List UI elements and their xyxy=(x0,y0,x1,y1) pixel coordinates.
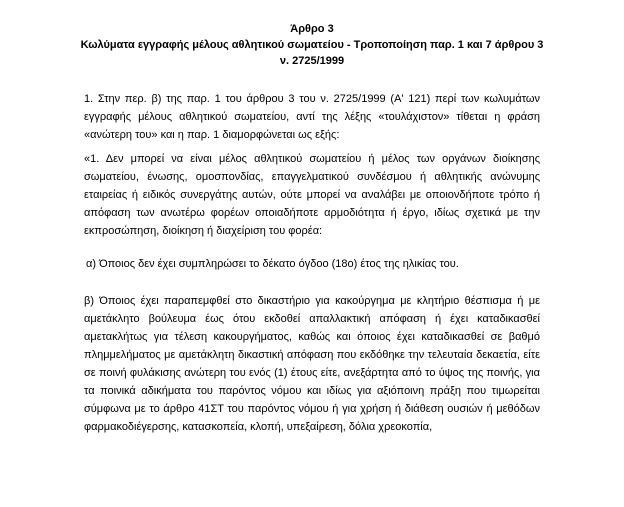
item-a: α) Όποιος δεν έχει συμπληρώσει το δέκατο όγδοο (18ο) έτος της ηλικίας του. xyxy=(86,258,459,270)
article-subtitle-line-2: ν. 2725/1999 xyxy=(279,55,345,67)
item-b: β) Όποιος έχει παραπεμφθεί στο δικαστήριο για κακούργημα με κλητήριο θέσπισμα ή με αμετάκλητο βούλευμα έως ότου εκδοθεί απαλλακτική απόφαση ή έχει καταδικασθεί αμετακλήτως για τέλεση κακουργήματος, καθώς και όποιος έχει καταδικασθεί σε βαθμό πλημμελήματος με αμετάκλητη δικαστική απόφαση που εκδόθηκε την τελευταία δεκαετία, είτε σε ποινή φυλάκισης ανώτερη του ενός (1) έτους είτε, ανεξάρτητα από το ύψος της ποινής, για τα ποινικά αδικήματα του παρόντος νόμου και ιδίως για αξιόποινη πράξη που τιμωρείται σύμφωνα με το άρθρο 41ΣΤ του παρόντος νόμου ή για χρήση ή διάθεση ουσιών ή μεθόδων φαρμακοδιέγερσης, κατασκοπεία, κλοπή, υπεξαίρεση, δόλια χρεοκοπία, xyxy=(84,295,540,433)
paragraph-2-quote: «1. Δεν μπορεί να είναι μέλος αθλητικού σωματείου ή μέλος των οργάνων διοίκησης σωματείου, ένωσης, ομοσπονδίας, επαγγελματικού συνδέσμου ή αθλητικής ανώνυμης εταιρείας ή ειδικός συνεργάτης αυτών, ούτε μπορεί να αναλάβει με οποιονδήποτε τρόπο ή απόφαση των ανωτέρω φορέων οποιαδήποτε αρμοδιότητα ή έργο, ιδίως σχετικά με την εκπροσώπηση, διοίκηση ή διαχείριση του φορέα: xyxy=(84,153,540,237)
article-number-title: Άρθρο 3 xyxy=(290,23,334,35)
article-subtitle-line-1: Κωλύματα εγγραφής μέλους αθλητικού σωματείου - Τροποποίηση παρ. 1 και 7 άρθρου 3 xyxy=(80,39,544,51)
paragraph-1: 1. Στην περ. β) της παρ. 1 του άρθρου 3 του ν. 2725/1999 (Α' 121) περί των κωλυμάτων εγγραφής μέλους αθλητικού σωματείου, αντί της λέξης «τουλάχιστον» τίθεται η φράση «ανώτερη του» και η παρ. 1 διαμορφώνεται ως εξής: xyxy=(84,93,540,141)
